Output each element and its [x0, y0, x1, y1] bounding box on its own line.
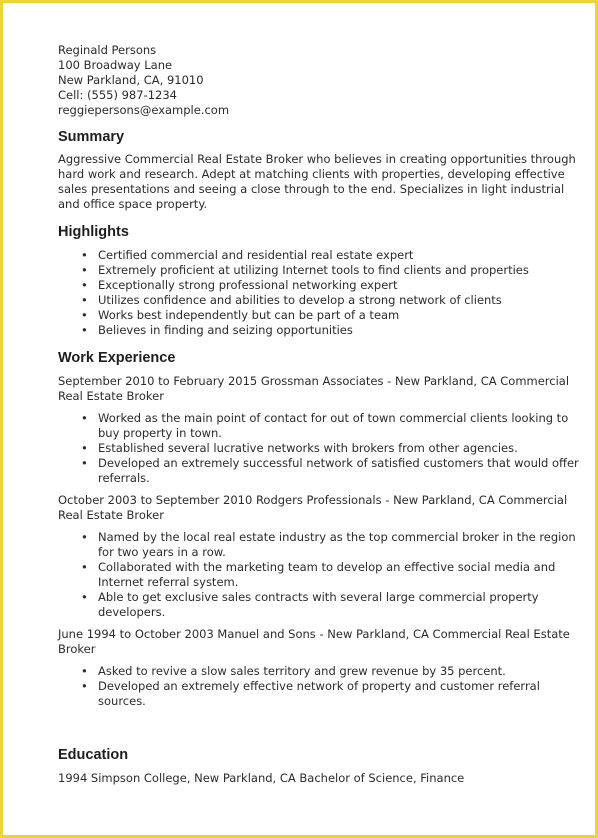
- bullet-icon: •: [81, 278, 88, 292]
- list-item: [81, 263, 583, 278]
- list-item-text: Worked as the main point of contact for out of town commercial clients looking to buy property in town.: [98, 411, 569, 440]
- list-item-text: Able to get exclusive sales contracts with several large commercial property developers.: [98, 590, 539, 619]
- job-entry: [58, 627, 583, 709]
- list-item: [81, 248, 583, 263]
- bullet-icon: •: [81, 530, 88, 544]
- bullet-icon: •: [81, 441, 88, 455]
- education-heading: Education: [58, 747, 129, 763]
- contact-email: reggiepersons@example.com: [58, 103, 230, 117]
- list-item: [81, 441, 583, 456]
- job-title: September 2010 to February 2015 Grossman Associates - New Parkland, CA Commercial Real Estate Broker: [58, 374, 570, 403]
- list-item-text: Named by the local real estate industry as the top commercial broker in the region for two years in a row.: [98, 530, 576, 559]
- list-item-text: Utilizes confidence and abilities to develop a strong network of clients: [98, 293, 502, 307]
- list-item-text: Works best independently but can be part of a team: [98, 308, 400, 322]
- list-item: [81, 530, 583, 560]
- summary-text: Aggressive Commercial Real Estate Broker who believes in creating opportunities through hard work and research. Adept at matching clients with properties, developing effective sales presentations and seeing a close through to the end. Specializes in light industrial and office space property.: [58, 152, 576, 211]
- contact-block: [58, 43, 583, 118]
- bullet-icon: •: [81, 248, 88, 262]
- bullet-icon: •: [81, 456, 88, 470]
- job-bullets: [58, 530, 583, 620]
- bullet-icon: •: [81, 664, 88, 678]
- contact-name: Reginald Persons: [58, 43, 157, 57]
- list-item-text: Developed an extremely successful network of satisfied customers that would offer referrals.: [98, 456, 579, 485]
- list-item: [81, 456, 583, 486]
- list-item: [81, 590, 583, 620]
- job-title: October 2003 to September 2010 Rodgers Professionals - New Parkland, CA Commercial Real Estate Broker: [58, 493, 568, 522]
- list-item-text: Believes in finding and seizing opportunities: [98, 323, 353, 337]
- job-bullets: [58, 411, 583, 486]
- list-item: [81, 679, 583, 709]
- highlights-list: [58, 248, 583, 338]
- job-entry: [58, 493, 583, 620]
- job-title: June 1994 to October 2003 Manuel and Sons - New Parkland, CA Commercial Real Estate Broker: [58, 627, 570, 656]
- bullet-icon: •: [81, 560, 88, 574]
- list-item-text: Certified commercial and residential real estate expert: [98, 248, 414, 262]
- education-text: 1994 Simpson College, New Parkland, CA Bachelor of Science, Finance: [58, 771, 465, 785]
- highlights-heading: Highlights: [58, 224, 129, 240]
- bullet-icon: •: [81, 323, 88, 337]
- bullet-icon: •: [81, 263, 88, 277]
- bullet-icon: •: [81, 411, 88, 425]
- work-experience-heading: Work Experience: [58, 350, 176, 366]
- job-entry: [58, 374, 583, 486]
- resume-content: [58, 43, 583, 786]
- bullet-icon: •: [81, 679, 88, 693]
- bullet-icon: •: [81, 590, 88, 604]
- list-item-text: Extremely proficient at utilizing Internet tools to find clients and properties: [98, 263, 529, 277]
- contact-cell: Cell: (555) 987-1234: [58, 88, 177, 102]
- summary-heading: Summary: [58, 129, 125, 145]
- list-item: [81, 664, 583, 679]
- bullet-icon: •: [81, 293, 88, 307]
- list-item-text: Established several lucrative networks with brokers from other agencies.: [98, 441, 518, 455]
- list-item-text: Collaborated with the marketing team to develop an effective social media and Internet referral system.: [98, 560, 556, 589]
- list-item-text: Developed an extremely effective network of property and customer referral sources.: [98, 679, 540, 708]
- list-item-text: Asked to revive a slow sales territory and grew revenue by 35 percent.: [98, 664, 506, 678]
- list-item-text: Exceptionally strong professional networking expert: [98, 278, 398, 292]
- contact-street: 100 Broadway Lane: [58, 58, 173, 72]
- job-bullets: [58, 664, 583, 709]
- list-item: [81, 411, 583, 441]
- bullet-icon: •: [81, 308, 88, 322]
- list-item: [81, 323, 583, 338]
- list-item: [81, 560, 583, 590]
- list-item: [81, 308, 583, 323]
- list-item: [81, 278, 583, 293]
- list-item: [81, 293, 583, 308]
- contact-city: New Parkland, CA, 91010: [58, 73, 204, 87]
